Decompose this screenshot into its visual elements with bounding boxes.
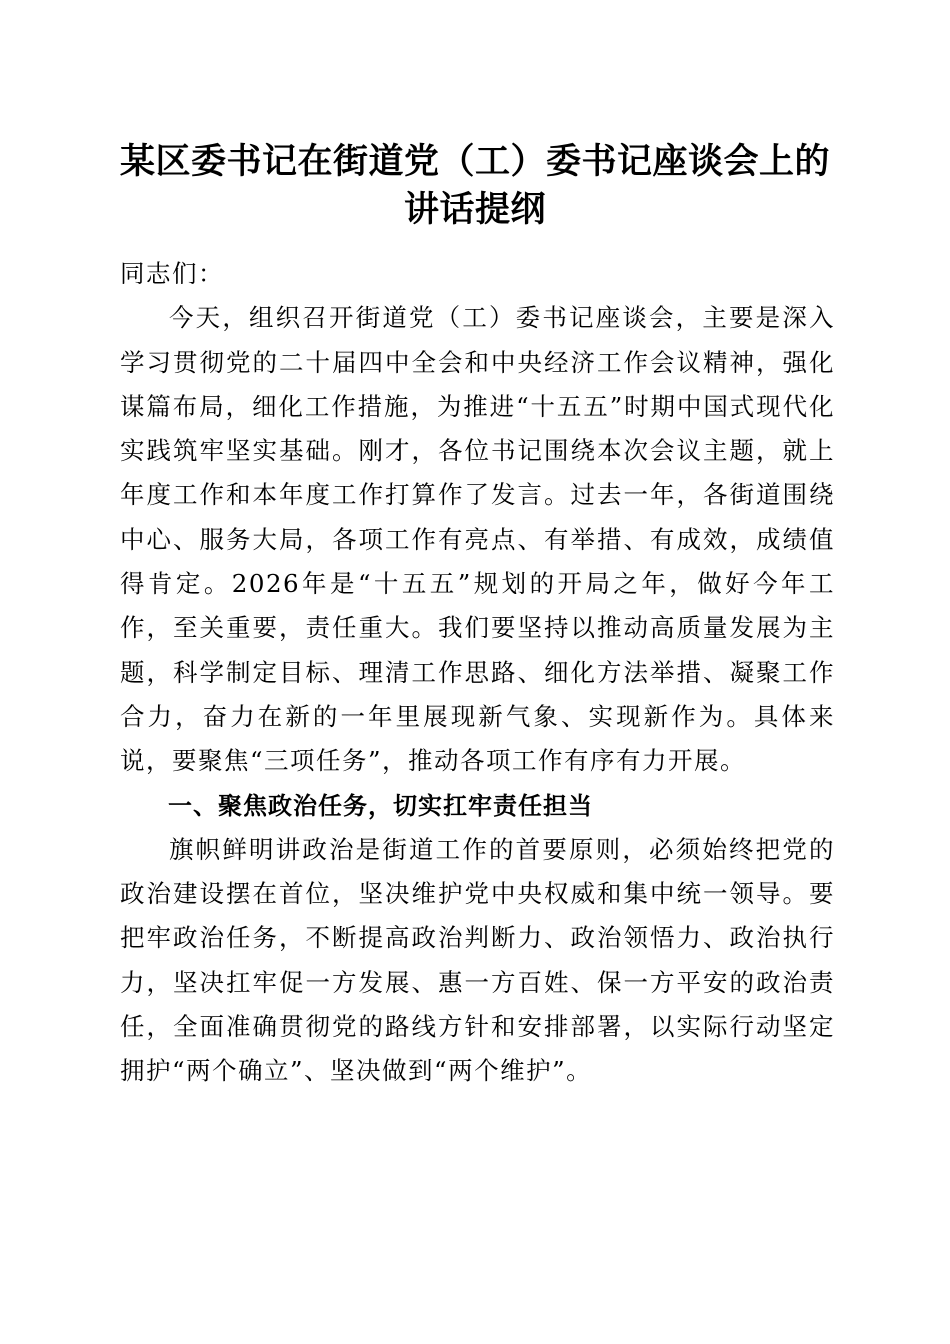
title-line-2: 讲话提纲 [403, 189, 546, 230]
section-heading-1: 一、聚焦政治任务，切实扛牢责任担当 [168, 791, 593, 820]
document-body [120, 252, 835, 1094]
salutation: 同志们： [120, 259, 224, 288]
title-line-1: 某区委书记在街道党（工）委书记座谈会上的 [119, 141, 830, 182]
document-title [100, 138, 850, 234]
section-paragraph-1: 旗帜鲜明讲政治是街道工作的首要原则，必须始终把党的政治建设摆在首位，坚决维护党中央权威和集中统一领导。要把牢政治任务，不断提高政治判断力、政治领悟力、政治执行力，坚决扛牢促一方发展、惠一方百姓、保一方平安的政治责任，全面准确贯彻党的路线方针和安排部署，以实际行动坚定拥护“两个确立”、坚决做到“两个维护”。 [120, 834, 835, 1086]
intro-paragraph: 今天，组织召开街道党（工）委书记座谈会，主要是深入学习贯彻党的二十届四中全会和中央经济工作会议精神，强化谋篇布局，细化工作措施，为推进“十五五”时期中国式现代化实践筑牢坚实基础。刚才，各位书记围绕本次会议主题，就上年度工作和本年度工作打算作了发言。过去一年，各街道围绕中心、服务大局，各项工作有亮点、有举措、有成效，成绩值得肯定。2026年是“十五五”规划的开局之年，做好今年工作，至关重要，责任重大。我们要坚持以推动高质量发展为主题，科学制定目标、理清工作思路、细化方法举措、凝聚工作合力，奋力在新的一年里展现新气象、实现新作为。具体来说，要聚焦“三项任务”，推动各项工作有序有力开展。 [120, 303, 835, 776]
